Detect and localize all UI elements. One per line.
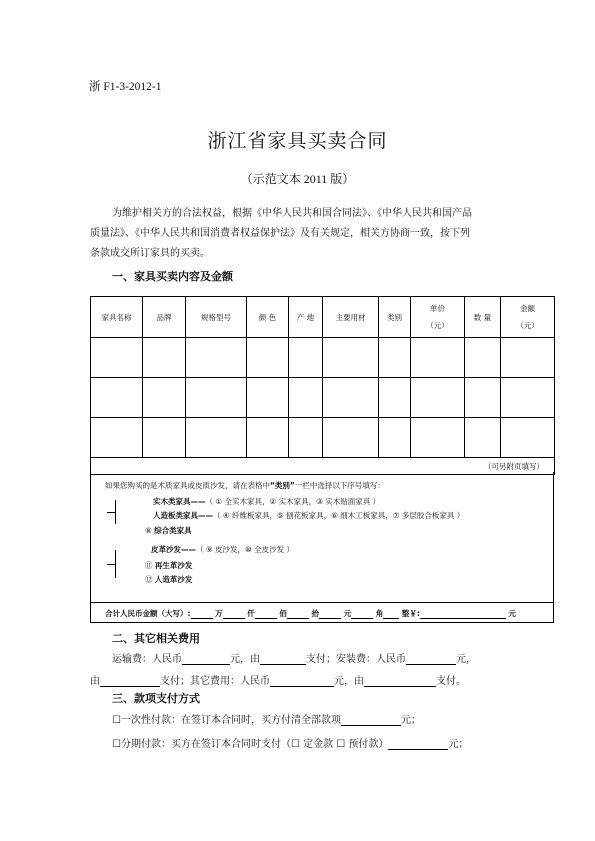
- fees-line-2: [90, 672, 466, 687]
- fees-text: 运输费：人民币: [112, 654, 182, 665]
- table-cell[interactable]: [465, 378, 501, 418]
- header-cell: 主要用材: [323, 297, 379, 338]
- leather-bracket: [115, 550, 116, 578]
- header-cell-unit: （元）: [426, 321, 449, 330]
- artificial-label: 人造革沙发: [154, 575, 193, 584]
- install-fee-field[interactable]: [406, 664, 456, 665]
- artificial-row: [145, 574, 192, 585]
- lump-sum-option[interactable]: ☐一次性付款：在签订本合同时，买方付清全部款项: [112, 715, 341, 726]
- solid-wood-row: [153, 496, 380, 507]
- table-cell[interactable]: [143, 418, 186, 458]
- solid-wood-label: 实木类家具——: [153, 497, 206, 506]
- table-cell[interactable]: [411, 418, 465, 458]
- table-cell[interactable]: [91, 378, 143, 418]
- unit-wan: 万: [215, 609, 223, 618]
- fees-text: 元，由: [230, 654, 260, 665]
- unit-total-symbol: 整￥:: [401, 609, 420, 618]
- table-cell[interactable]: [323, 418, 379, 458]
- payment-line-2[interactable]: [112, 735, 468, 750]
- unit-bai: 佰: [279, 609, 287, 618]
- wood-bracket-tick: [107, 512, 115, 513]
- table-header-row: [91, 297, 555, 338]
- document-title: 浙江省家具买卖合同: [207, 130, 388, 152]
- table-row: [91, 338, 555, 378]
- unit-shi: 拾: [311, 609, 319, 618]
- table-cell[interactable]: [379, 338, 411, 378]
- table-cell[interactable]: [501, 338, 555, 378]
- amount-field[interactable]: [255, 618, 277, 619]
- header-cell-unit: （元）: [516, 321, 539, 330]
- table-row: [91, 378, 555, 418]
- furniture-table: [90, 296, 555, 475]
- amount-field[interactable]: [351, 618, 373, 619]
- amount-field[interactable]: [383, 618, 399, 619]
- amount-field[interactable]: [191, 618, 213, 619]
- table-cell[interactable]: [91, 418, 143, 458]
- category-box: [90, 472, 554, 623]
- amount-field[interactable]: [223, 618, 245, 619]
- section-heading-2: 二、其它相关费用: [112, 632, 200, 645]
- fees-text: 元，由: [334, 676, 364, 687]
- amount-field[interactable]: [319, 618, 341, 619]
- table-cell[interactable]: [289, 338, 323, 378]
- leather-label: 皮革沙发——: [151, 545, 196, 554]
- instruction-text: 如果您购买的是木质家具或皮质沙发，请在表格中: [105, 481, 270, 490]
- table-row: [91, 418, 555, 458]
- recycled-label: 再生革沙发: [154, 561, 193, 570]
- header-cell: 颜 色: [247, 297, 289, 338]
- unit-jiao: 角: [375, 609, 384, 618]
- table-cell[interactable]: [91, 338, 143, 378]
- table-cell[interactable]: [247, 378, 289, 418]
- header-cell: 数 量: [465, 297, 501, 338]
- table-cell[interactable]: [247, 418, 289, 458]
- header-cell: 类别: [379, 297, 411, 338]
- table-cell[interactable]: [186, 418, 247, 458]
- instruction-bold: “类别”: [270, 481, 295, 490]
- installment-field[interactable]: [388, 749, 448, 750]
- document-code: 浙 F1-3-2012-1: [89, 81, 162, 93]
- table-cell[interactable]: [323, 378, 379, 418]
- payment-line-1[interactable]: [112, 711, 421, 726]
- fees-text: 由: [90, 676, 100, 687]
- fees-text: 元，: [456, 654, 476, 665]
- table-cell[interactable]: [289, 378, 323, 418]
- header-cell: [501, 297, 555, 338]
- table-cell[interactable]: [143, 378, 186, 418]
- unit-qian: 仟: [247, 609, 255, 618]
- header-cell-label: 金额: [520, 304, 535, 313]
- recycled-row: [145, 560, 192, 571]
- category-instruction: [105, 480, 385, 491]
- table-cell[interactable]: [411, 338, 465, 378]
- total-amount-row: [105, 608, 516, 619]
- mixed-number: ⑧: [145, 526, 152, 535]
- payment-text: 元；: [400, 715, 421, 726]
- table-cell[interactable]: [379, 418, 411, 458]
- header-cell: 规格型号: [186, 297, 247, 338]
- table-cell[interactable]: [323, 338, 379, 378]
- mixed-label: 综合类家具: [154, 526, 192, 535]
- panel-row: [153, 510, 464, 521]
- fees-text: 支付；其它费用：人民币: [160, 676, 270, 687]
- intro-line: 为维护相关方的合法权益，根据《中华人民共和国合同法》、《中华人民共和国产品: [112, 208, 472, 219]
- table-cell[interactable]: [186, 338, 247, 378]
- document-subtitle: （示范文本 2011 版）: [240, 172, 355, 186]
- other-payer-field[interactable]: [364, 686, 436, 687]
- header-cell: [411, 297, 465, 338]
- leather-bracket-tick: [107, 564, 115, 565]
- install-payer-field[interactable]: [100, 686, 160, 687]
- total-label: 合计人民币金额（大写）:: [105, 609, 191, 618]
- table-note: （可另附页填写）: [91, 458, 555, 475]
- table-cell[interactable]: [411, 378, 465, 418]
- intro-line: 质量法》、《中华人民共和国消费者权益保护法》及有关规定，相关方协商一致，按下列: [90, 228, 470, 239]
- recycled-number: ⑪: [145, 561, 153, 570]
- payment-text: 元；: [448, 739, 469, 750]
- table-cell[interactable]: [289, 418, 323, 458]
- header-cell-label: 单价: [430, 304, 445, 313]
- table-cell[interactable]: [501, 378, 555, 418]
- amount-field[interactable]: [287, 618, 309, 619]
- table-cell[interactable]: [379, 378, 411, 418]
- leather-options: （ ⑨ 皮沙发，⑩ 全皮沙发 ）: [196, 545, 294, 554]
- table-cell[interactable]: [186, 378, 247, 418]
- solid-wood-options: （ ① 全实木家具，② 实木家具，③ 实木贴面家具 ）: [205, 497, 381, 506]
- header-cell: 产 地: [289, 297, 323, 338]
- table-cell[interactable]: [465, 338, 501, 378]
- other-fee-field[interactable]: [270, 686, 334, 687]
- fees-text: 支付；安装费：人民币: [306, 654, 406, 665]
- panel-label: 人造板类家具——: [153, 511, 213, 520]
- mixed-row: [145, 525, 192, 536]
- leather-row: [151, 544, 294, 555]
- wood-bracket: [115, 500, 116, 524]
- section-heading-3: 三、款项支付方式: [112, 692, 200, 705]
- fees-text: 支付。: [436, 676, 466, 687]
- header-cell: 家具名称: [91, 297, 143, 338]
- unit-yuan: 元: [343, 609, 352, 618]
- transport-fee-field[interactable]: [182, 664, 230, 665]
- intro-paragraph: [90, 204, 522, 264]
- table-cell[interactable]: [465, 418, 501, 458]
- total-divider: [91, 602, 553, 603]
- amount-field[interactable]: [420, 618, 506, 619]
- panel-options: （ ④ 纤维板家具，⑤ 刨花板家具，⑥ 细木工板家具，⑦ 多层胶合板家具 ）: [213, 511, 465, 520]
- intro-line: 条款成交所订家具的买卖。: [90, 248, 210, 259]
- fees-line-1: [112, 650, 476, 665]
- lump-sum-field[interactable]: [341, 725, 401, 726]
- artificial-number: ⑫: [145, 575, 153, 584]
- installment-option[interactable]: ☐分期付款：买方在签订本合同时支付（☐ 定金款 ☐ 预付款）: [112, 739, 389, 750]
- table-cell[interactable]: [247, 338, 289, 378]
- instruction-text: 一栏中选择以下序号填写：: [294, 481, 385, 490]
- transport-payer-field[interactable]: [260, 664, 306, 665]
- table-cell[interactable]: [501, 418, 555, 458]
- table-cell[interactable]: [143, 338, 186, 378]
- header-cell: 品牌: [143, 297, 186, 338]
- section-heading-1: 一、家具买卖内容及金额: [112, 270, 233, 283]
- unit-yuan-end: 元: [508, 609, 516, 618]
